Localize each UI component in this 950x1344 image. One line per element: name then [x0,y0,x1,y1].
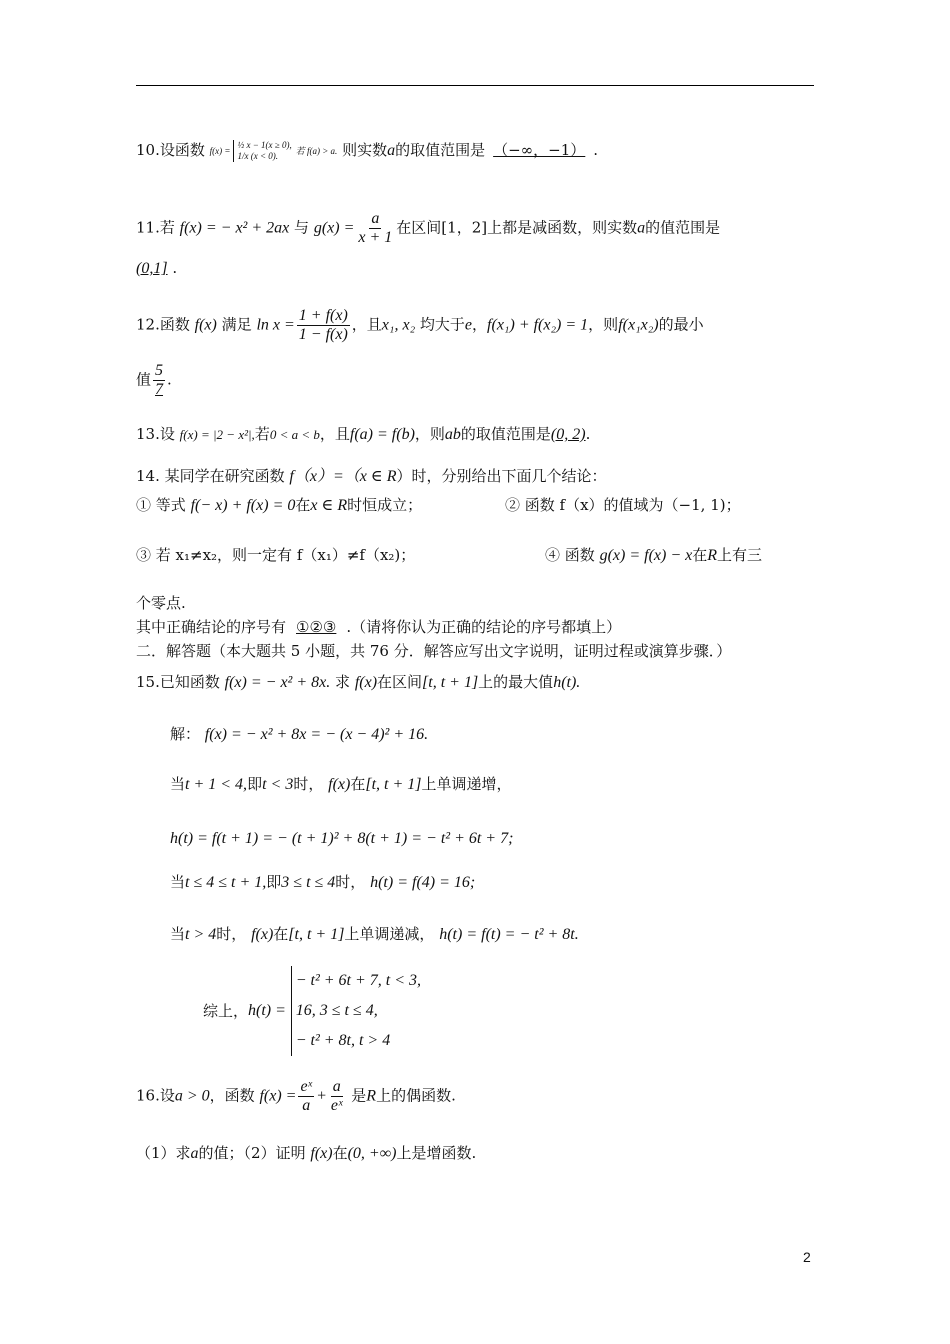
q15-sum-h: h(t) = [248,1002,286,1019]
q16-l1-cond: a > 0 [174,1087,210,1105]
question-15 [136,672,580,693]
question-14-conclusion-2 [505,495,741,515]
question-12-answer-line [136,362,172,399]
q15-s1-e: 上单调递增， [421,775,512,793]
q11-t2: 与 [294,218,310,237]
q16-plus: + [316,1087,327,1105]
question-14-conclusion-3 [136,545,415,565]
q16-d1: a [302,1097,311,1114]
q12-ans-num: 5 [155,362,164,379]
q16-n1: eˣ [300,1078,313,1095]
q12-lnx: ln x = [256,316,295,334]
question-13 [136,424,590,445]
q15-s4-cond: t > 4 [185,926,217,943]
q13-t3: ，且 [319,425,350,443]
q15-l1-h: h(t). [553,674,581,691]
question-16-parts [136,1143,476,1164]
q10-lead: 设函数 [159,141,205,159]
q16-l2-int: (0, +∞) [347,1145,397,1162]
question-10 [136,140,598,162]
q15-solution-3 [170,872,475,893]
q14-c1-b: 在 [295,496,311,514]
page-number: 2 [803,1249,811,1265]
q12-t8: 值 [136,370,152,389]
q15-s4-d: 上单调递减， [344,925,435,943]
q15-l1-f: f(x) = − x² + 8x. [224,674,331,691]
q13-t1: 设 [159,425,175,443]
q12-e: e [464,316,473,334]
q14-c1-c: 时恒成立； [347,496,423,514]
question-14-line-1 [136,466,607,487]
q14-answer: ①②③ [296,618,337,636]
q16-l1-b: ，函数 [209,1086,255,1105]
q12-fx1x2: f(x₁x₂) [618,316,659,334]
q15-s1-d: 在 [350,775,366,793]
q16-l1-c: 是 [351,1086,367,1105]
question-14-conclusion-4-cont [136,593,186,613]
q10-text2: 的取值范围是 [395,141,486,159]
q13-t4: ，则 [414,425,445,443]
q12-t6: ，则 [588,315,619,334]
q11-number: 11. [136,218,160,237]
q14-c1-eq: f(− x) + f(x) = 0 [190,497,296,514]
q15-s1-cond: t + 1 < 4, [185,776,248,793]
q16-n2: a [332,1078,341,1095]
q16-l1-d: 上的偶函数. [376,1086,456,1105]
q12-t2: 满足 [221,315,252,334]
q16-l1-a: 16.设 [136,1086,175,1105]
q10-piecewise [210,140,338,162]
q16-l2-b: 的值；（2）证明 [198,1144,306,1162]
header-rule [136,85,814,86]
q13-answer: (0, 2) [550,426,586,443]
q15-s0-eq: f(x) = − x² + 8x = − (x − 4)² + 16. [204,726,429,743]
q12-number: 12. [136,315,160,334]
q11-g-frac [356,210,394,247]
q15-solution-1 [170,774,512,795]
q14-ans-a: 其中正确结论的序号有 [136,618,287,636]
q13-fx: f(x) = |2 − x²|, [179,427,255,442]
q10-number: 10. [136,141,160,159]
q16-frac-1 [298,1078,314,1115]
q15-s1-b: 即 [247,775,263,793]
q11-t3: 在区间[1，2]上都是减函数，则实数 [396,218,638,237]
q15-s4-fx: f(x) [251,926,274,943]
q10-cases [233,140,291,162]
q15-l1-d: 上的最大值 [478,673,554,691]
q15-s4-c: 在 [273,925,289,943]
q10-fx-def: f(x) = [209,145,231,156]
q15-s4-b: 时， [216,925,247,943]
q11-t4: 的值范围是 [645,218,721,237]
q16-l2-fx: f(x) [310,1145,333,1162]
q12-end: . [167,370,172,389]
q12-frac [297,307,350,344]
q15-s3-a: 当 [170,873,186,891]
q15-l1-c: 在区间 [377,673,423,691]
q14-c1-set: x ∈ R [310,497,348,514]
q13-eq: f(a) = f(b) [349,426,415,443]
q11-f: f(x) = − x² + 2ax [179,219,290,237]
q12-frac-num: 1 + f(x) [298,307,348,324]
q12-ans-den: 7 [155,381,164,398]
q13-t5: 的取值范围是 [460,425,551,443]
q15-solution-0 [170,724,428,745]
q11-var: a [637,219,646,237]
q16-l2-a: （1）求 [136,1144,191,1162]
q15-solution-2 [170,828,513,849]
q16-l1-R: R [366,1087,377,1105]
q13-end: . [585,425,591,443]
q11-g: g(x) = [313,219,355,237]
question-14-answer-line [136,617,621,637]
q14-c4-a: ④ 函数 [545,546,595,564]
q14-c4-R: R [707,547,718,564]
q12-t4: 均大于 [419,315,465,334]
q15-s0-a: 解： [170,725,201,743]
q14-ans-b: .（请将你认为正确的结论的序号都填上） [346,618,622,636]
section-2-text: 二．解答题（本大题共 5 小题，共 76 分．解答应写出文字说明，证明过程或演算步骤．） [136,642,732,660]
q14-c4-b: 在 [692,546,708,564]
q15-case-2: 16, 3 ≤ t ≤ 4, [295,1002,378,1019]
q15-s3-c: 时， [335,873,366,891]
q10-condition: 若 f(a) > a. [295,145,338,156]
q10-answer: （−∞，−1） [493,141,586,159]
q10-case-1: ½ x − 1(x ≥ 0), [237,140,292,150]
q13-cond: 0 < a < b [269,427,320,442]
q14-c4-c: 上有三 [717,546,763,564]
q15-l1-fx: f(x) [354,674,378,691]
question-14-conclusion-1-2 [136,495,422,516]
q15-s1-a: 当 [170,775,186,793]
q15-cases [291,966,421,1056]
q10-case-2: 1/x (x < 0). [237,151,279,161]
q15-s1-c2: t < 3 [262,776,294,793]
q15-case-3: − t² + 8t, t > 4 [295,1032,391,1049]
q12-answer [153,362,165,399]
q15-l1-b: 求 [335,673,351,691]
q14-l1-f: f（x）=（ [289,468,360,485]
q15-s3-cond: t ≤ 4 ≤ t + 1, [185,874,267,891]
q14-c1-a: ① 等式 [136,496,186,514]
q16-frac-2 [329,1078,345,1115]
q15-sum-a: 综上， [203,1002,249,1020]
q13-ab: ab [444,426,461,443]
q11-end: . [172,259,178,277]
q15-s3-b: 即 [266,873,282,891]
q15-s1-int: [t, t + 1] [365,776,422,793]
question-11 [136,210,720,247]
q15-s3-eq: h(t) = f(4) = 16; [370,874,476,891]
q14-c4-g: g(x) = f(x) − x [599,547,693,564]
q12-t5: ， [472,315,488,334]
question-16 [136,1078,456,1115]
q15-s1-c: 时， [293,775,324,793]
q14-c3: ③ 若 x₁≠x₂，则一定有 f（x₁）≠f（x₂)； [136,546,416,564]
q14-l1-set: x ∈ R [359,468,397,485]
q15-s4-eq: h(t) = f(t) = − t² + 8t. [439,926,579,943]
q15-s2-eq: h(t) = f(t + 1) = − (t + 1)² + 8(t + 1) = − t² + 6t + 7; [170,830,514,847]
q14-c2: ② 函数 f（x）的值域为（−1, 1)； [505,496,741,514]
q16-d2: eˣ [330,1097,343,1114]
q10-end: . [593,141,599,159]
q15-summary [203,966,421,1056]
q11-g-num: a [371,210,380,227]
section-2-heading [136,641,731,661]
question-11-answer-line [136,258,177,279]
q12-sum: f(x₁) + f(x₂) = 1 [487,316,589,334]
q11-t1: 若 [159,218,175,237]
q12-x12: x₁, x₂ [381,316,416,334]
question-14-conclusion-4 [545,545,762,566]
q14-c4-d: 个零点. [136,594,186,612]
q16-l2-d: 上是增函数. [396,1144,477,1162]
q12-fx: f(x) [194,316,217,334]
q15-case-1: − t² + 6t + 7, t < 3, [295,972,422,989]
q12-t1: 函数 [159,315,190,334]
q15-l1-int: [t, t + 1] [422,674,479,691]
q12-t3: ，且 [351,315,382,334]
q15-s3-c2: 3 ≤ t ≤ 4 [281,874,336,891]
q12-t7: 的最小 [658,315,704,334]
q15-s4-int: [t, t + 1] [288,926,345,943]
q16-l2-c: 在 [332,1144,348,1162]
q15-solution-4 [170,924,579,945]
q10-var: a [387,142,396,159]
q14-l1-a: 14. 某同学在研究函数 [136,467,285,485]
q12-frac-den: 1 − f(x) [298,326,348,343]
question-12 [136,307,704,344]
q15-s1-fx: f(x) [328,776,351,793]
q14-l1-b: ）时，分别给出下面几个结论： [396,467,607,485]
q15-s4-a: 当 [170,925,186,943]
q16-l1-f: f(x) = [259,1087,297,1105]
q13-number: 13. [136,425,160,443]
q15-l1-a: 15.已知函数 [136,673,220,691]
q11-answer: (0,1] [136,260,168,277]
q13-t2: 若 [254,425,270,443]
q10-text: 则实数 [342,141,388,159]
q16-l2-var: a [190,1145,199,1162]
q11-g-den: x + 1 [358,229,393,246]
